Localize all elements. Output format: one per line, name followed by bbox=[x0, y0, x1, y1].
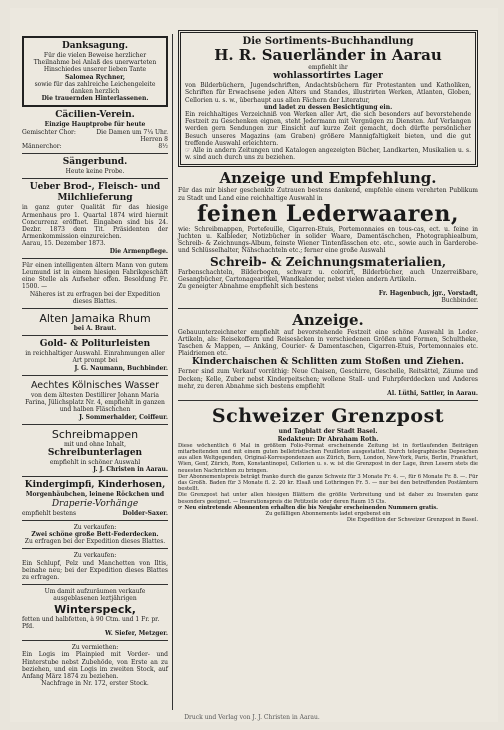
saengerbund-title: Sängerbund. bbox=[62, 157, 128, 168]
wasser-body: von dem ältesten Destillirer Johann Maria Farina, Jülichsplatz Nr. 4, empfiehlt in ganzen und halben Fläschchen bbox=[25, 391, 165, 414]
anzeige2-body: Gebauunterzeichneter empfiehlt auf bevorstehende Festzeit eine schöne Auswahl in Leder-Artikeln, als: Reisekoffern und Reisesäcken in verschiedenen Größen und Formen, Schultheke, Taschen & Mappen, — Ankäng, Courier- & Damentaschen, Cigarren-Etuis, Portemonnaies etc. Plaidriemen etc. bbox=[178, 328, 478, 358]
grenzpost-notice bbox=[178, 404, 478, 523]
divider bbox=[22, 584, 168, 585]
grenzpost-body5: Zu gefälligen Abonnements ladet ergebenst ein bbox=[265, 510, 391, 517]
sauerlaender-notice bbox=[178, 30, 478, 167]
rhum-sub: bei A. Braut. bbox=[73, 325, 117, 333]
anzeige1-closing: Zu geneigter Abnahme empfiehlt sich bestens bbox=[178, 283, 319, 291]
column-divider bbox=[172, 34, 173, 710]
vermieten-note: Nachfrage in Nr. 172, erster Stock. bbox=[41, 680, 149, 688]
grenzpost-title: Schweizer Grenzpost bbox=[211, 405, 445, 428]
divider bbox=[22, 335, 168, 336]
speck-body2: fetten und halbfetten, à 90 Ctm. und 1 Fr. pr. Pfd. bbox=[22, 615, 160, 630]
schreib-body: empfiehlt in schöner Auswahl bbox=[49, 458, 141, 466]
kinder-title: Kindergimpfi, Kinderhosen, bbox=[24, 480, 166, 491]
schreib-title2: Schreibunterlagen bbox=[47, 447, 143, 458]
left-column bbox=[22, 36, 168, 690]
verkaufen1-title: Zu verkaufen: bbox=[73, 523, 117, 531]
sauerlaender-body3: ☞ Alle in andern Zeitungen und Katalogen angezeigten Bücher, Landkarten, Musikalien u. s. w. sind auch durch uns zu beziehen. bbox=[185, 147, 471, 162]
anzeige2-sign: Al. Lüthi, Sattler, in Aarau. bbox=[387, 390, 478, 398]
vermieten-notice bbox=[22, 644, 168, 687]
divider bbox=[22, 476, 168, 477]
grenzpost-body2: Der Abonnementspreis beträgt franko durch die ganze Schweiz für 3 Monate Fr. 4. —, für 6 Monate Fr. 8. —. Für das Großh. Baden für 3 Monate fl. 2. 20 kr. Elsaß und Lothringen Fr. 5. — nur bei den betreffenden Postämtern bestellt. bbox=[178, 473, 478, 493]
brod-notice bbox=[22, 182, 168, 254]
right-column bbox=[178, 30, 478, 526]
danksagung-name: Salomea Rychner, bbox=[64, 73, 126, 81]
sauerlaender-title2: wohlassortirtes Lager bbox=[273, 71, 383, 82]
vermieten-title: Zu vermiethen: bbox=[71, 644, 119, 652]
caecilien-notice bbox=[22, 110, 168, 150]
grenzpost-sign: Die Expedition der Schweizer Grenzpost in Basel. bbox=[346, 517, 478, 524]
divider bbox=[178, 308, 478, 309]
kinder-footer: empfiehlt bestens Dolder-Saxer. bbox=[22, 509, 168, 517]
verkaufen2-notice bbox=[22, 552, 168, 581]
anzeige1-list2: Farbenschachteln, Bilderbogen, schwarz u. colorirt, Bilderbücher, auch Unzerreißbare, Gesangbücher, Cartonagearitkel, Wandkalender, nebst vielen andern Artikeln. bbox=[178, 268, 478, 283]
danksagung-body: Für die vielen Beweise herzlicher Theilnahme bei Anlaß des unerwarteten Hinschiedes unserer lieben Tante bbox=[33, 52, 157, 74]
divider bbox=[22, 375, 168, 376]
schreib-sub: mit und ohne Inhalt, bbox=[63, 440, 127, 448]
speck-notice bbox=[22, 588, 168, 637]
caecilien-row: Herren 8 bbox=[140, 135, 168, 143]
rhum-title: Alten Jamaika Rhum bbox=[39, 312, 151, 326]
pointing-hand-icon: ☞ bbox=[178, 504, 185, 511]
imprint-footer: Druck und Verlag von J. J. Christen in Aarau. bbox=[184, 714, 320, 721]
verkaufen1-notice bbox=[22, 524, 168, 546]
caecilien-row: Männerchor: 8½ bbox=[22, 143, 168, 151]
caecilien-line1: Einzige Hauptprobe für heute bbox=[44, 121, 146, 129]
verkaufen1-note: Zu erfragen bei der Expedition dieses Blattes. bbox=[24, 538, 166, 546]
speck-sign: W. Siefer, Metzger. bbox=[104, 629, 168, 637]
kinder-title3: Draperie-Vorhänge bbox=[51, 498, 139, 509]
kinder-notice bbox=[22, 480, 168, 516]
danksagung-body2: sowie für das zahlreiche Leichengeleite danken herzlich bbox=[34, 80, 156, 96]
grenzpost-redakteur: Redakteur: Dr Abraham Roth. bbox=[277, 435, 379, 443]
divider bbox=[22, 178, 168, 179]
grenzpost-body4: ☞ Neu eintretende Abonnenten erhalten die bis Neujahr erscheinenden Nummern gratis. bbox=[178, 504, 438, 511]
anzeige1-big2: Schreib- & Zeichnungsmaterialien, bbox=[209, 254, 447, 269]
divider bbox=[22, 548, 168, 549]
wasser-sign: J. Sommerhalder, Coiffeur. bbox=[79, 413, 168, 421]
gold-title: Gold- & Politurleisten bbox=[39, 339, 151, 350]
kinder-title2: Morgenhäubchen, leinene Röckchen und bbox=[25, 491, 165, 499]
gold-sign: J. G. Naumann, Buchbinder. bbox=[74, 364, 168, 372]
saengerbund-notice bbox=[22, 157, 168, 175]
grenzpost-sub: und Tagblatt der Stadt Basel. bbox=[278, 428, 378, 436]
gold-notice bbox=[22, 339, 168, 372]
divider bbox=[22, 424, 168, 425]
brod-title: Ueber Brod-, Fleisch- und Milchlieferung bbox=[29, 182, 161, 204]
danksagung-title: Danksagung. bbox=[61, 41, 129, 51]
divider bbox=[22, 153, 168, 154]
caecilien-title: Cäcilien-Verein. bbox=[55, 110, 135, 121]
danksagung-notice bbox=[22, 36, 168, 107]
divider bbox=[178, 400, 478, 401]
sauerlaender-body2: Ein reichhaltiges Verzeichniß von Werken aller Art, die sich besonders auf bevorstehende Festzeit zu Geschenken eignen, steht Jedermann mit Vergnügen zu Diensten. Auf Verlangen werden gern Sendungen zur Einsicht auf kurze Zeit gemacht, doch dürfte persönlicher Besuch unseres Magazins (am Graben) größere Mannigfaltigkeit bieten, und die gut treffende Auswahl erleichtern. bbox=[185, 111, 471, 147]
verkaufen1-body: Zwei schöne große Bett-Federdecken. bbox=[31, 530, 159, 538]
schreib-sign: J. J. Christen in Aarau. bbox=[93, 466, 168, 474]
anzeige2-title: Anzeige. bbox=[292, 310, 364, 329]
saengerbund-line: Heute keine Probe. bbox=[65, 168, 125, 176]
verkaufen2-body: Ein Schlupf, Pelz und Manchetten von Iltis, beinahe neu; bei der Expedition dieses Blattes zu erfragen. bbox=[22, 559, 168, 581]
caecilien-row: Gemischter Chor: Die Damen um 7¼ Uhr. bbox=[22, 128, 168, 136]
sauerlaender-line: empfiehlt ihr bbox=[308, 64, 348, 71]
speck-title: Winterspeck, bbox=[54, 602, 136, 616]
aufseher-note: Näheres ist zu erfragen bei der Expedition dieses Blattes. bbox=[29, 290, 161, 305]
schreib-notice bbox=[22, 428, 168, 474]
grenzpost-body: Diese wöchentlich 6 Mal in größtem Folio-Format erscheinende Zeitung ist in fortlaufenden Beiträgen mitarbeitenden und mit einem guten belletristischen Feuilleton ausgestattet. Durch telegraphische Depeschen aus allen Weltgegenden, Original-Korrespondenzen aus Zürich, Bern, London, New-York, Paris, Berlin, Frankfurt, Wien, Genf, Zürich, Rom, Konstantinopel, Cellorien u. s. w. ist die Grenzpost in der Lage, ihren Lesern stets die neuesten Nachrichten zu bringen. bbox=[178, 442, 478, 474]
sauerlaender-title: Die Sortiments-Buchhandlung bbox=[242, 36, 414, 47]
wasser-notice bbox=[22, 379, 168, 421]
divider bbox=[22, 258, 168, 259]
sauerlaender-body: von Bilderbüchern, Jugendschriften, Andachtsbüchern für Protestanten und Katholiken, Schriften für Erwachsene jeden Alters und Standes, illustrirten Werken, Atlanten, Globen, Cellorien u. s. w., überhaupt aus allen Fächern der Literatur, bbox=[185, 82, 471, 104]
anzeige1-title: Anzeige und Empfehlung. bbox=[219, 169, 437, 188]
anzeige2-notice bbox=[178, 312, 478, 398]
danksagung-signature: Die trauernden Hinterlassenen. bbox=[41, 95, 149, 103]
schreib-title: Schreibmappen bbox=[51, 427, 139, 441]
anzeige1-big: feinen Lederwaaren, bbox=[196, 200, 460, 227]
anzeige1-sign: Fr. Hagenbuch, jgr., Vorstadt, bbox=[378, 290, 478, 298]
sauerlaender-line2: und ladet zu dessen Besichtigung ein. bbox=[263, 103, 393, 111]
sauerlaender-name: H. R. Sauerländer in Aarau bbox=[214, 46, 442, 64]
rhum-notice bbox=[22, 312, 168, 332]
divider bbox=[22, 640, 168, 641]
anzeige1-list: wie: Schreibmappen, Portefeuille, Cigarren-Etuis, Portemonnaies en tous-cas, ect. u. feine in Juchten u. Kalbleder, Notizbücher in solider Waare, Damentäschchen, Photographiealbum, Schreib- & Zeichnungs-Album, feinste Wiener Tintenfässchen etc. etc., sowie auch in Garderobe- und Schlüsselhalter, Nähschachteln etc.; ferner eine große Auswahl bbox=[178, 225, 478, 255]
aufseher-body: Für einen intelligenten ältern Mann von gutem Leumund ist in einem hiesigen Fabrikgeschäft eine Stelle als Aufseher offen. Besoldung Fr. 1500. — bbox=[22, 261, 168, 291]
aufseher-notice bbox=[22, 262, 168, 305]
anzeige2-body2: Ferner sind zum Verkauf vorräthig: Neue Chaisen, Geschirre, Geschelle, Reitsättel, Zäume und Decken; Kelle, Zuber nebst Kinderpeitschen; wollene Stall- und Fuhrpferddecken und Anderes mehr, zu deren Abnahme sich bestens empfiehlt bbox=[178, 368, 478, 390]
speck-body: Um damit aufzuräumen verkaufe ausgeblasenen leztjährigen bbox=[44, 588, 146, 603]
vermieten-body: Ein Logis im Plainpied mit Vorder- und Hinterstube nebst Zubehöde, von Erste an zu beziehen, und ein Logis im zweiten Stock, auf Anfang März 1874 zu beziehen. bbox=[22, 651, 168, 680]
anzeige1-body: Für das mir bisher geschenkte Zutrauen bestens dankend, empfehle einem verehrten Publikum zu Stadt und Land eine reichhaltige Auswahl in bbox=[178, 187, 478, 202]
wasser-title: Aechtes Kölnisches Wasser bbox=[30, 379, 160, 391]
verkaufen2-title: Zu verkaufen: bbox=[73, 552, 117, 560]
divider bbox=[22, 308, 168, 309]
gold-body: in reichhaltiger Auswahl. Einrahmungen aller Art prompt bei bbox=[25, 350, 165, 365]
brod-body: in ganz guter Qualität für das hiesige Armenhaus pro 1. Quartal 1874 wird hiermit Concurrenz eröffnet. Eingaben sind bis 24. Dezbr. 1873 dem Tit. Präsidenten der Armenkommission einzureichen. bbox=[22, 204, 168, 241]
grenzpost-body3: Die Grenzpost hat unter allen hiesigen Blättern die größte Verbreitung und ist daher zu Inseraten ganz besonders geeignet. — Inserationspreis die Petitzeile oder deren Raum 15 Cts. bbox=[178, 492, 478, 505]
anzeige2-big: Kinderchaischen & Schlitten zum Stoßen und Ziehen. bbox=[191, 357, 465, 368]
brod-date: Aarau, 15. Dezember 1873. bbox=[22, 240, 106, 248]
divider bbox=[22, 520, 168, 521]
anzeige1-notice bbox=[178, 170, 478, 304]
pointing-hand-icon: ☞ bbox=[185, 147, 193, 155]
anzeige1-sign2: Buchbinder. bbox=[441, 297, 478, 305]
brod-sign: Die Armenpflege. bbox=[109, 247, 168, 255]
